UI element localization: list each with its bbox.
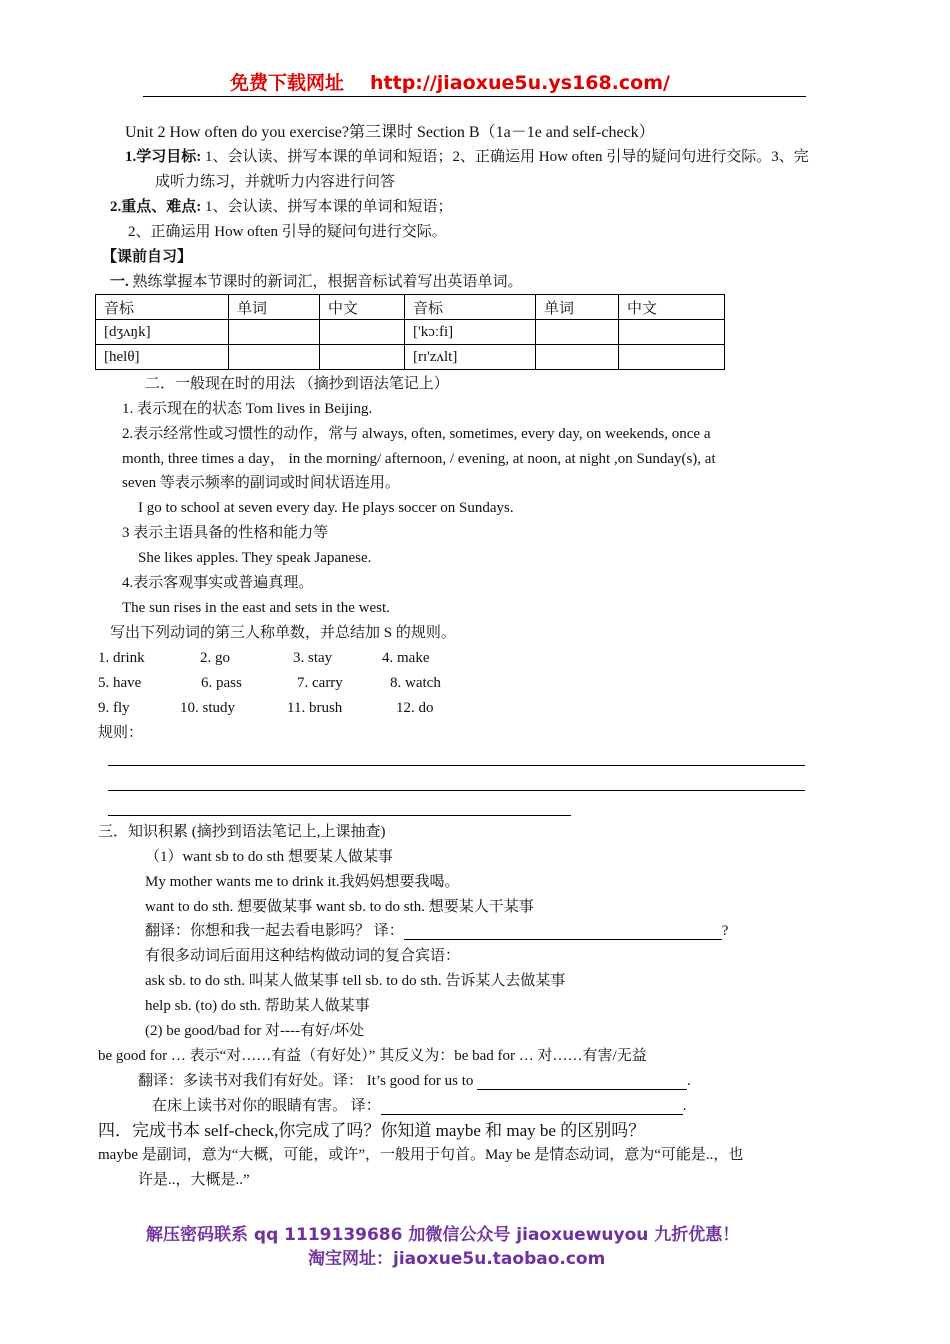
page-title: Unit 2 How often do you exercise?第三课时 Section B（1a－1e and self-check）: [125, 124, 655, 141]
vocab-table-header: [96, 295, 725, 320]
learning-goals: [125, 148, 809, 166]
goals-label: 1.学习目标:: [125, 149, 202, 165]
list-item: 9. fly: [98, 700, 130, 716]
meaning-answer-cell[interactable]: [619, 320, 725, 345]
word-answer-cell[interactable]: [229, 345, 320, 370]
usage-3-example: She likes apples. They speak Japanese.: [138, 550, 372, 566]
rule-label: 规则：: [98, 725, 144, 741]
keypoints-line1: 1、会认读、拼写本课的单词和短语；: [201, 199, 453, 215]
list-item: 8. watch: [390, 675, 441, 691]
example-4: help sb. (to) do sth. 帮助某人做某事: [145, 998, 370, 1014]
keypoints-line2: 2、正确运用 How often 引导的疑问句进行交际。: [128, 224, 447, 240]
usage-1: 1. 表示现在的状态 Tom lives in Beijing.: [122, 401, 373, 417]
example-1: My mother wants me to drink it.我妈妈想要我喝。: [145, 874, 460, 890]
translation-3: [152, 1097, 687, 1115]
translation-2: [138, 1072, 691, 1090]
word-answer-cell[interactable]: [229, 320, 320, 345]
translation-2-end: .: [687, 1073, 691, 1089]
list-item: 12. do: [396, 700, 434, 716]
section1-text: 熟练掌握本节课时的新词汇，根据音标试着写出英语单词。: [128, 274, 523, 290]
keypoints-label: 2.重点、难点:: [110, 199, 202, 215]
list-item: 2. go: [200, 650, 230, 666]
translation-1: [145, 922, 728, 940]
translation-1-end: ?: [721, 923, 729, 939]
list-item: 4. make: [382, 650, 430, 666]
answer-line[interactable]: [108, 790, 805, 791]
header-url-link[interactable]: http://jiaoxue5u.ys168.com/: [370, 72, 670, 94]
phonetic-cell: ['kɔːfi]: [405, 320, 536, 345]
translation-1-blank[interactable]: [404, 924, 722, 940]
knowledge-item-1: （1）want sb to do sth 想要某人做某事: [145, 849, 393, 865]
section1-instruction: [110, 273, 523, 291]
phonetic-cell: [helθ]: [96, 345, 229, 370]
usage-3: 3 表示主语具备的性格和能力等: [122, 525, 329, 541]
phonetic-cell: [rɪ'zʌlt]: [405, 345, 536, 370]
compound-object-note: 有很多动词后面用这种结构做动词的复合宾语：: [145, 948, 461, 964]
maybe-explanation-line1: maybe 是副词，意为“大概，可能，或许”，一般用于句首。May be 是情态动词，意为“可能是..，也: [98, 1147, 744, 1163]
header-cell: 中文: [619, 295, 725, 320]
header-label: 免费下载网址: [230, 72, 345, 94]
meaning-answer-cell[interactable]: [619, 345, 725, 370]
list-item: 10. study: [180, 700, 236, 716]
list-item: 6. pass: [201, 675, 242, 691]
example-2: want to do sth. 想要做某事 want sb. to do sth. 想要某人干某事: [145, 899, 534, 915]
translation-3-end: .: [682, 1098, 687, 1114]
verb-task: 写出下列动词的第三人称单数，并总结加 S 的规则。: [110, 625, 456, 641]
translation-2-blank[interactable]: [477, 1074, 687, 1090]
list-item: 5. have: [98, 675, 142, 691]
translation-1-prompt: 翻译：你想和我一起去看电影吗？ 译：: [145, 923, 404, 939]
phonetic-cell: [dʒʌŋk]: [96, 320, 229, 345]
header-cell: 单词: [229, 295, 320, 320]
section3-heading: 三．知识积累 (摘抄到语法笔记上,上课抽查): [98, 824, 386, 840]
key-points: [110, 198, 453, 216]
translation-3-prompt: 在床上读书对你的眼睛有害。 译：: [152, 1098, 381, 1114]
section4-heading: 四．完成书本 self-check,你完成了吗？你知道 maybe 和 may be 的区别吗？: [98, 1121, 646, 1140]
section2-heading: 二．一般现在时的用法 （摘抄到语法笔记上）: [145, 376, 449, 392]
maybe-explanation-line2: 许是..，大概是..”: [138, 1172, 250, 1188]
section1-label: 一.: [110, 274, 129, 290]
list-item: 3. stay: [293, 650, 333, 666]
header-cell: 音标: [405, 295, 536, 320]
usage-2-line2: month, three times a day， in the morning/ afternoon, / evening, at noon, at night ,on Sunday(s), at: [122, 451, 716, 467]
vocab-table: [95, 294, 725, 370]
goals-line1: 1、会认读、拼写本课的单词和短语；2、正确运用 How often 引导的疑问句进行交际。3、完: [201, 149, 809, 165]
usage-2-example: I go to school at seven every day. He plays soccer on Sundays.: [138, 500, 514, 516]
usage-2-line3: seven 等表示频率的副词或时间状语连用。: [122, 475, 400, 491]
translation-3-blank[interactable]: [381, 1099, 683, 1115]
answer-line[interactable]: [108, 815, 571, 816]
table-row: [96, 320, 725, 345]
goals-line2: 成听力练习，并就听力内容进行问答: [155, 174, 396, 190]
list-item: 11. brush: [287, 700, 343, 716]
usage-2-line1: 2.表示经常性或习惯性的动作，常与 always, often, sometimes, every day, on weekends, once a: [122, 426, 711, 442]
list-item: 1. drink: [98, 650, 145, 666]
word-answer-cell[interactable]: [536, 345, 619, 370]
preview-heading: 【课前自习】: [102, 249, 193, 265]
meaning-answer-cell[interactable]: [320, 320, 405, 345]
list-item: 7. carry: [297, 675, 343, 691]
be-good-for-note: be good for … 表示“对……有益（有好处）” 其反义为：be bad for … 对……有害/无益: [98, 1048, 647, 1064]
header-cell: 中文: [320, 295, 405, 320]
knowledge-item-2: (2) be good/bad for 对----有好/坏处: [145, 1023, 365, 1039]
translation-2-prompt: 翻译：多读书对我们有好处。译： It’s good for us to: [138, 1073, 478, 1089]
table-row: [96, 345, 725, 370]
word-answer-cell[interactable]: [536, 320, 619, 345]
header-cell: 音标: [96, 295, 229, 320]
answer-line[interactable]: [108, 765, 805, 766]
example-3: ask sb. to do sth. 叫某人做某事 tell sb. to do sth. 告诉某人去做某事: [145, 973, 566, 989]
usage-4-example: The sun rises in the east and sets in the west.: [122, 600, 390, 616]
header-divider: [143, 96, 806, 97]
header-cell: 单词: [536, 295, 619, 320]
usage-4: 4.表示客观事实或普遍真理。: [122, 575, 314, 591]
meaning-answer-cell[interactable]: [320, 345, 405, 370]
footer-contact: 解压密码联系 qq 1119139686 加微信公众号 jiaoxuewuyou 九折优惠！: [146, 1225, 740, 1245]
footer-shop-link[interactable]: 淘宝网址：jiaoxue5u.taobao.com: [308, 1249, 606, 1269]
download-header: [230, 68, 670, 95]
